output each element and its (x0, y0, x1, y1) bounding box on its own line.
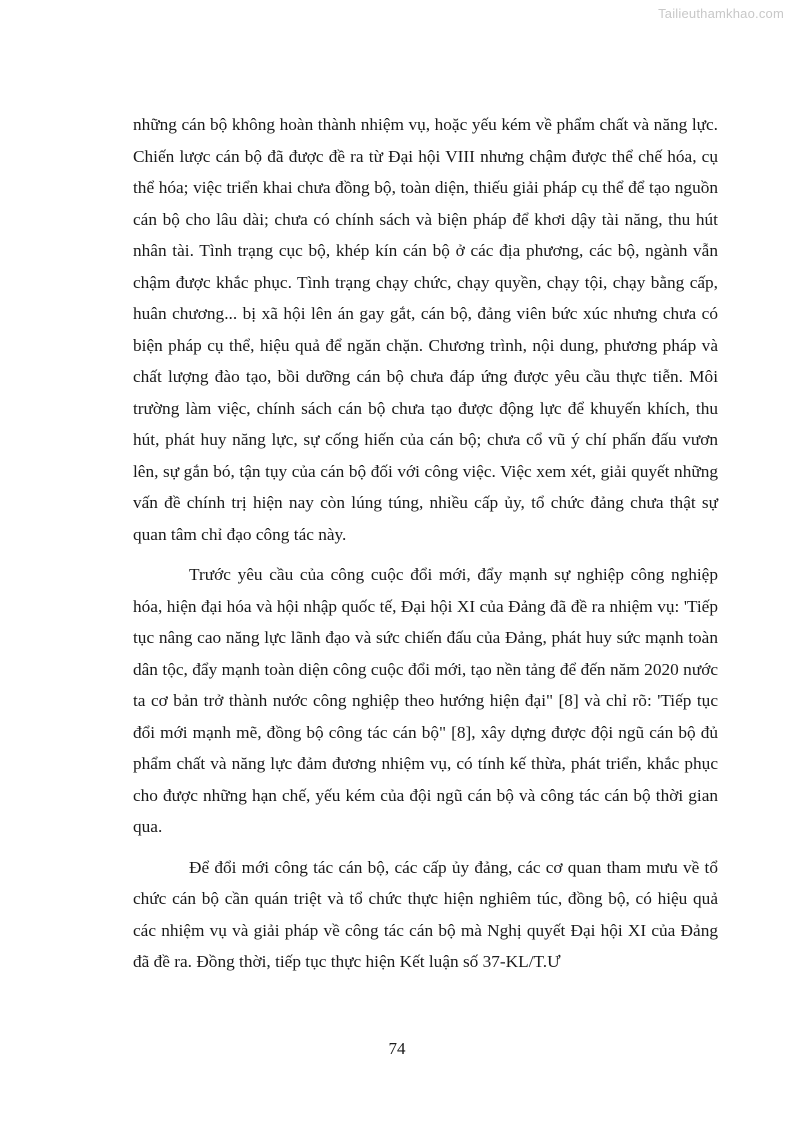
page-number: 74 (388, 1039, 406, 1058)
paragraph-congress-xi: Trước yêu cầu của công cuộc đổi mới, đẩy mạnh sự nghiệp công nghiệp hóa, hiện đại hóa và hội nhập quốc tế, Đại hội XI của Đảng đã đề ra nhiệm vụ: 'Tiếp tục nâng cao năng lực lãnh đạo và sức chiến đấu của Đảng, phát huy sức mạnh toàn dân tộc, đẩy mạnh toàn diện công cuộc đổi mới, tạo nền tảng để đến năm 2020 nước ta cơ bản trở thành nước công nghiệp theo hướng hiện đại" [8] và chỉ rõ: 'Tiếp tục đổi mới mạnh mẽ, đồng bộ công tác cán bộ" [8], xây dựng được đội ngũ cán bộ đủ phẩm chất và năng lực đảm đương nhiệm vụ, có tính kế thừa, phát triển, khắc phục cho được những hạn chế, yếu kém của đội ngũ cán bộ và công tác cán bộ thời gian qua. (133, 565, 718, 836)
paragraph-continuation: những cán bộ không hoàn thành nhiệm vụ, hoặc yếu kém về phẩm chất và năng lực. Chiến lược cán bộ đã được đề ra từ Đại hội VIII nhưng chậm được thể chế hóa, cụ thể hóa; việc triển khai chưa đồng bộ, toàn diện, thiếu giải pháp cụ thể để tạo nguồn cán bộ cho lâu dài; chưa có chính sách và biện pháp để khơi dậy tài năng, thu hút nhân tài. Tình trạng cục bộ, khép kín cán bộ ở các địa phương, các bộ, ngành vẫn chậm được khắc phục. Tình trạng chạy chức, chạy quyền, chạy tội, chạy bằng cấp, huân chương... bị xã hội lên án gay gắt, cán bộ, đảng viên bức xúc nhưng chưa có biện pháp cụ thể, hiệu quả để ngăn chặn. Chương trình, nội dung, phương pháp và chất lượng đào tạo, bồi dưỡng cán bộ chưa đáp ứng được yêu cầu thực tiễn. Môi trường làm việc, chính sách cán bộ chưa tạo được động lực để khuyến khích, thu hút, phát huy năng lực, sự cống hiến của cán bộ; chưa cổ vũ ý chí phấn đấu vươn lên, sự gắn bó, tận tụy của cán bộ đối với công việc. Việc xem xét, giải quyết những vấn đề chính trị hiện nay còn lúng túng, nhiều cấp ủy, tổ chức đảng chưa thật sự quan tâm chỉ đạo công tác này. (133, 115, 718, 544)
watermark: Tailieuthamkhao.com (658, 6, 784, 21)
document-body (133, 109, 718, 978)
paragraph-renewal: Để đổi mới công tác cán bộ, các cấp ủy đảng, các cơ quan tham mưu về tổ chức cán bộ cần quán triệt và tổ chức thực hiện nghiêm túc, đồng bộ, có hiệu quả các nhiệm vụ và giải pháp về công tác cán bộ mà Nghị quyết Đại hội XI của Đảng đã đề ra. Đồng thời, tiếp tục thực hiện Kết luận số 37-KL/T.Ư (133, 857, 718, 971)
